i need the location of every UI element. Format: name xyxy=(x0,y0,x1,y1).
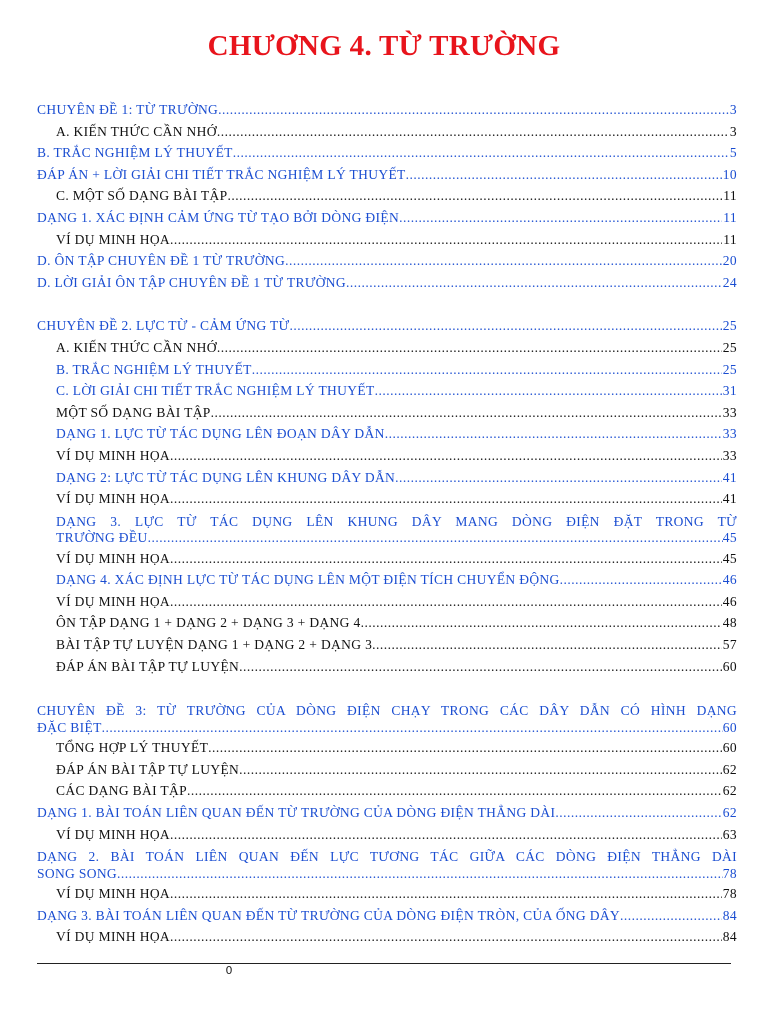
toc-entry-page: 57 xyxy=(722,637,737,653)
dot-leader xyxy=(208,737,722,759)
toc-entry[interactable] xyxy=(37,569,737,591)
dot-leader xyxy=(239,759,722,781)
toc-entry-title: VÍ DỤ MINH HỌA xyxy=(56,447,171,463)
toc-entry-title: VÍ DỤ MINH HỌA xyxy=(56,550,171,566)
toc-entry-page: 46 xyxy=(722,593,737,609)
toc-entry[interactable] xyxy=(37,883,737,905)
toc-entry-page: 60 xyxy=(722,719,737,735)
table-of-contents xyxy=(37,99,737,948)
toc-entry-title: VÍ DỤ MINH HỌA xyxy=(56,491,171,507)
toc-entry[interactable] xyxy=(37,467,737,489)
dot-leader xyxy=(239,656,722,678)
toc-entry-page: 3 xyxy=(729,102,737,117)
toc-entry-title: DẠNG 4. XÁC ĐỊNH LỰC TỪ TÁC DỤNG LÊN MỘT ĐIỆN TÍCH CHUYỂN ĐỘNG xyxy=(56,572,560,588)
toc-entry-page: 62 xyxy=(722,761,737,777)
toc-entry[interactable] xyxy=(37,229,737,251)
dot-leader xyxy=(170,548,722,570)
toc-entry[interactable] xyxy=(37,99,737,121)
toc-entry-title: CHUYÊN ĐỀ 3: TỪ TRƯỜNG CỦA DÒNG ĐIỆN CHẠY TRONG CÁC DÂY DẪN CÓ HÌNH DẠNG xyxy=(37,703,737,719)
toc-entry[interactable] xyxy=(37,359,737,381)
toc-entry[interactable] xyxy=(37,142,737,164)
toc-entry[interactable] xyxy=(37,510,737,548)
toc-entry[interactable] xyxy=(37,445,737,467)
page-title: CHƯƠNG 4. TỪ TRƯỜNG xyxy=(207,30,561,62)
toc-entry-page: 25 xyxy=(722,339,737,355)
toc-entry[interactable] xyxy=(37,824,737,846)
dot-leader xyxy=(372,634,722,656)
dot-leader xyxy=(555,802,721,824)
toc-entry-page: 78 xyxy=(722,886,737,902)
toc-entry-page: 11 xyxy=(723,209,737,225)
toc-entry-page: 62 xyxy=(722,805,737,821)
dot-leader xyxy=(170,591,722,613)
section-gap xyxy=(37,293,737,315)
toc-entry-title: ĐÁP ÁN + LỜI GIẢI CHI TIẾT TRẮC NGHIỆM LÝ THUYẾT xyxy=(37,166,406,182)
toc-entry-title: B. TRẮC NGHIỆM LÝ THUYẾT xyxy=(56,361,252,377)
toc-entry-page: 11 xyxy=(723,188,737,204)
dot-leader xyxy=(217,337,722,359)
toc-entry[interactable] xyxy=(37,845,737,883)
toc-entry[interactable] xyxy=(37,207,737,229)
toc-entry-page: 60 xyxy=(722,740,737,756)
toc-entry-page: 45 xyxy=(722,550,737,566)
dot-leader xyxy=(233,142,729,164)
dot-leader xyxy=(217,121,729,143)
toc-entry[interactable] xyxy=(37,250,737,272)
toc-entry[interactable] xyxy=(37,402,737,424)
toc-entry-page: 84 xyxy=(722,929,737,945)
toc-entry-title: D. ÔN TẬP CHUYÊN ĐỀ 1 TỪ TRƯỜNG xyxy=(37,253,286,269)
toc-entry[interactable] xyxy=(37,802,737,824)
toc-entry[interactable] xyxy=(37,121,737,143)
toc-entry-page: 78 xyxy=(722,865,737,881)
toc-entry-page: 31 xyxy=(722,383,737,399)
toc-entry[interactable] xyxy=(37,591,737,613)
toc-entry-title: DẠNG 2. BÀI TOÁN LIÊN QUAN ĐẾN LỰC TƯƠNG TÁC GIỮA CÁC DÒNG ĐIỆN THẲNG DÀI xyxy=(37,849,737,865)
toc-entry-title: VÍ DỤ MINH HỌA xyxy=(56,826,171,842)
toc-entry-title-cont: SONG SONG xyxy=(37,865,118,881)
toc-entry[interactable] xyxy=(37,423,737,445)
dot-leader xyxy=(385,423,722,445)
toc-entry-page: 10 xyxy=(722,166,737,182)
toc-entry-title: DẠNG 2: LỰC TỪ TÁC DỤNG LÊN KHUNG DÂY DẪN xyxy=(56,469,396,485)
toc-entry[interactable] xyxy=(37,780,737,802)
dot-leader xyxy=(375,380,722,402)
toc-entry[interactable] xyxy=(37,656,737,678)
toc-entry[interactable] xyxy=(37,612,737,634)
toc-entry-title: MỘT SỐ DẠNG BÀI TẬP xyxy=(56,404,211,420)
section-gap xyxy=(37,677,737,699)
toc-entry-title: ĐÁP ÁN BÀI TẬP TỰ LUYỆN xyxy=(56,658,240,674)
toc-entry[interactable] xyxy=(37,634,737,656)
dot-leader xyxy=(560,569,722,591)
toc-entry-page: 60 xyxy=(722,658,737,674)
toc-entry-title: B. TRẮC NGHIỆM LÝ THUYẾT xyxy=(37,145,233,161)
toc-entry[interactable] xyxy=(37,737,737,759)
toc-entry-title: DẠNG 1. LỰC TỪ TÁC DỤNG LÊN ĐOẠN DÂY DẪN xyxy=(56,426,385,442)
toc-entry-title: VÍ DỤ MINH HỌA xyxy=(56,929,171,945)
toc-entry-title: ĐÁP ÁN BÀI TẬP TỰ LUYỆN xyxy=(56,761,240,777)
toc-entry-page: 25 xyxy=(722,318,737,334)
dot-leader xyxy=(227,185,722,207)
toc-entry[interactable] xyxy=(37,185,737,207)
toc-entry[interactable] xyxy=(37,164,737,186)
toc-entry-page: 3 xyxy=(729,123,737,139)
toc-entry-title: VÍ DỤ MINH HỌA xyxy=(56,231,171,247)
toc-entry-title: A. KIẾN THỨC CẦN NHỚ xyxy=(56,123,217,139)
toc-entry[interactable] xyxy=(37,315,737,337)
toc-entry-title: VÍ DỤ MINH HỌA xyxy=(56,593,171,609)
toc-entry-page: 25 xyxy=(722,361,737,377)
toc-entry[interactable] xyxy=(37,337,737,359)
dot-leader xyxy=(117,866,723,883)
toc-entry-title: DẠNG 1. XÁC ĐỊNH CẢM ỨNG TỪ TẠO BỞI DÒNG ĐIỆN xyxy=(37,209,400,225)
toc-entry-title: CHUYÊN ĐỀ 2. LỰC TỪ - CẢM ỨNG TỪ xyxy=(37,318,290,334)
dot-leader xyxy=(170,926,722,948)
toc-entry[interactable] xyxy=(37,488,737,510)
page-number: 0 xyxy=(225,964,233,977)
toc-entry-title: DẠNG 1. BÀI TOÁN LIÊN QUAN ĐẾN TỪ TRƯỜNG CỦA DÒNG ĐIỆN THẲNG DÀI xyxy=(37,805,556,821)
dot-leader xyxy=(399,207,722,229)
dot-leader xyxy=(289,315,721,337)
toc-entry-page: 46 xyxy=(722,572,737,588)
dot-leader xyxy=(170,824,722,846)
dot-leader xyxy=(170,445,722,467)
toc-entry-title-cont: ĐẶC BIỆT xyxy=(37,719,102,735)
toc-entry-page: 41 xyxy=(722,491,737,507)
toc-entry-title: D. LỜI GIẢI ÔN TẬP CHUYÊN ĐỀ 1 TỪ TRƯỜNG xyxy=(37,274,346,290)
toc-entry-title: CÁC DẠNG BÀI TẬP xyxy=(56,783,187,799)
dot-leader xyxy=(346,272,722,294)
toc-entry-page: 11 xyxy=(723,231,737,247)
toc-entry-page: 45 xyxy=(722,530,737,546)
toc-entry-page: 63 xyxy=(722,826,737,842)
dot-leader xyxy=(395,467,722,489)
toc-entry-page: 20 xyxy=(722,253,737,269)
dot-leader xyxy=(285,250,722,272)
toc-entry-title: ÔN TẬP DẠNG 1 + DẠNG 2 + DẠNG 3 + DẠNG 4 xyxy=(56,615,361,631)
toc-entry-title: C. MỘT SỐ DẠNG BÀI TẬP xyxy=(56,188,228,204)
dot-leader xyxy=(187,780,722,802)
toc-entry[interactable] xyxy=(37,699,737,737)
toc-entry-page: 84 xyxy=(722,907,737,923)
toc-entry-page: 33 xyxy=(722,447,737,463)
toc-entry-page: 41 xyxy=(722,469,737,485)
toc-entry[interactable] xyxy=(37,380,737,402)
toc-entry-title: A. KIẾN THỨC CẦN NHỚ xyxy=(56,339,217,355)
toc-entry-title: BÀI TẬP TỰ LUYỆN DẠNG 1 + DẠNG 2 + DẠNG 3 xyxy=(56,637,373,653)
dot-leader xyxy=(170,883,722,905)
toc-entry-page: 33 xyxy=(722,404,737,420)
dot-leader xyxy=(148,530,723,547)
toc-entry-title: DẠNG 3. LỰC TỪ TÁC DỤNG LÊN KHUNG DÂY MANG DÒNG ĐIỆN ĐẶT TRONG TỪ xyxy=(56,513,737,529)
dot-leader xyxy=(620,905,722,927)
dot-leader xyxy=(102,720,723,737)
toc-entry-page: 33 xyxy=(722,426,737,442)
toc-entry-page: 62 xyxy=(722,783,737,799)
toc-entry-title: VÍ DỤ MINH HỌA xyxy=(56,886,171,902)
toc-entry[interactable] xyxy=(37,548,737,570)
toc-entry-title: DẠNG 3. BÀI TOÁN LIÊN QUAN ĐẾN TỪ TRƯỜNG CỦA DÒNG ĐIỆN TRÒN, CỦA ỐNG DÂY xyxy=(37,907,621,923)
toc-entry[interactable] xyxy=(37,272,737,294)
toc-entry-title-cont: TRƯỜNG ĐỀU xyxy=(56,530,148,546)
toc-entry-page: 5 xyxy=(729,145,737,161)
dot-leader xyxy=(170,488,722,510)
dot-leader xyxy=(361,612,722,634)
toc-entry-page: 24 xyxy=(722,274,737,290)
dot-leader xyxy=(252,359,722,381)
toc-entry-title: C. LỜI GIẢI CHI TIẾT TRẮC NGHIỆM LÝ THUYẾT xyxy=(56,383,375,399)
dot-leader xyxy=(218,99,729,121)
toc-entry-title: CHUYÊN ĐỀ 1: TỪ TRƯỜNG xyxy=(37,102,219,117)
toc-entry[interactable] xyxy=(37,905,737,927)
dot-leader xyxy=(406,164,722,186)
dot-leader xyxy=(170,229,722,251)
toc-entry[interactable] xyxy=(37,759,737,781)
toc-entry-page: 48 xyxy=(722,615,737,631)
toc-entry-title: TỔNG HỢP LÝ THUYẾT xyxy=(56,740,209,756)
toc-entry[interactable] xyxy=(37,926,737,948)
dot-leader xyxy=(211,402,722,424)
